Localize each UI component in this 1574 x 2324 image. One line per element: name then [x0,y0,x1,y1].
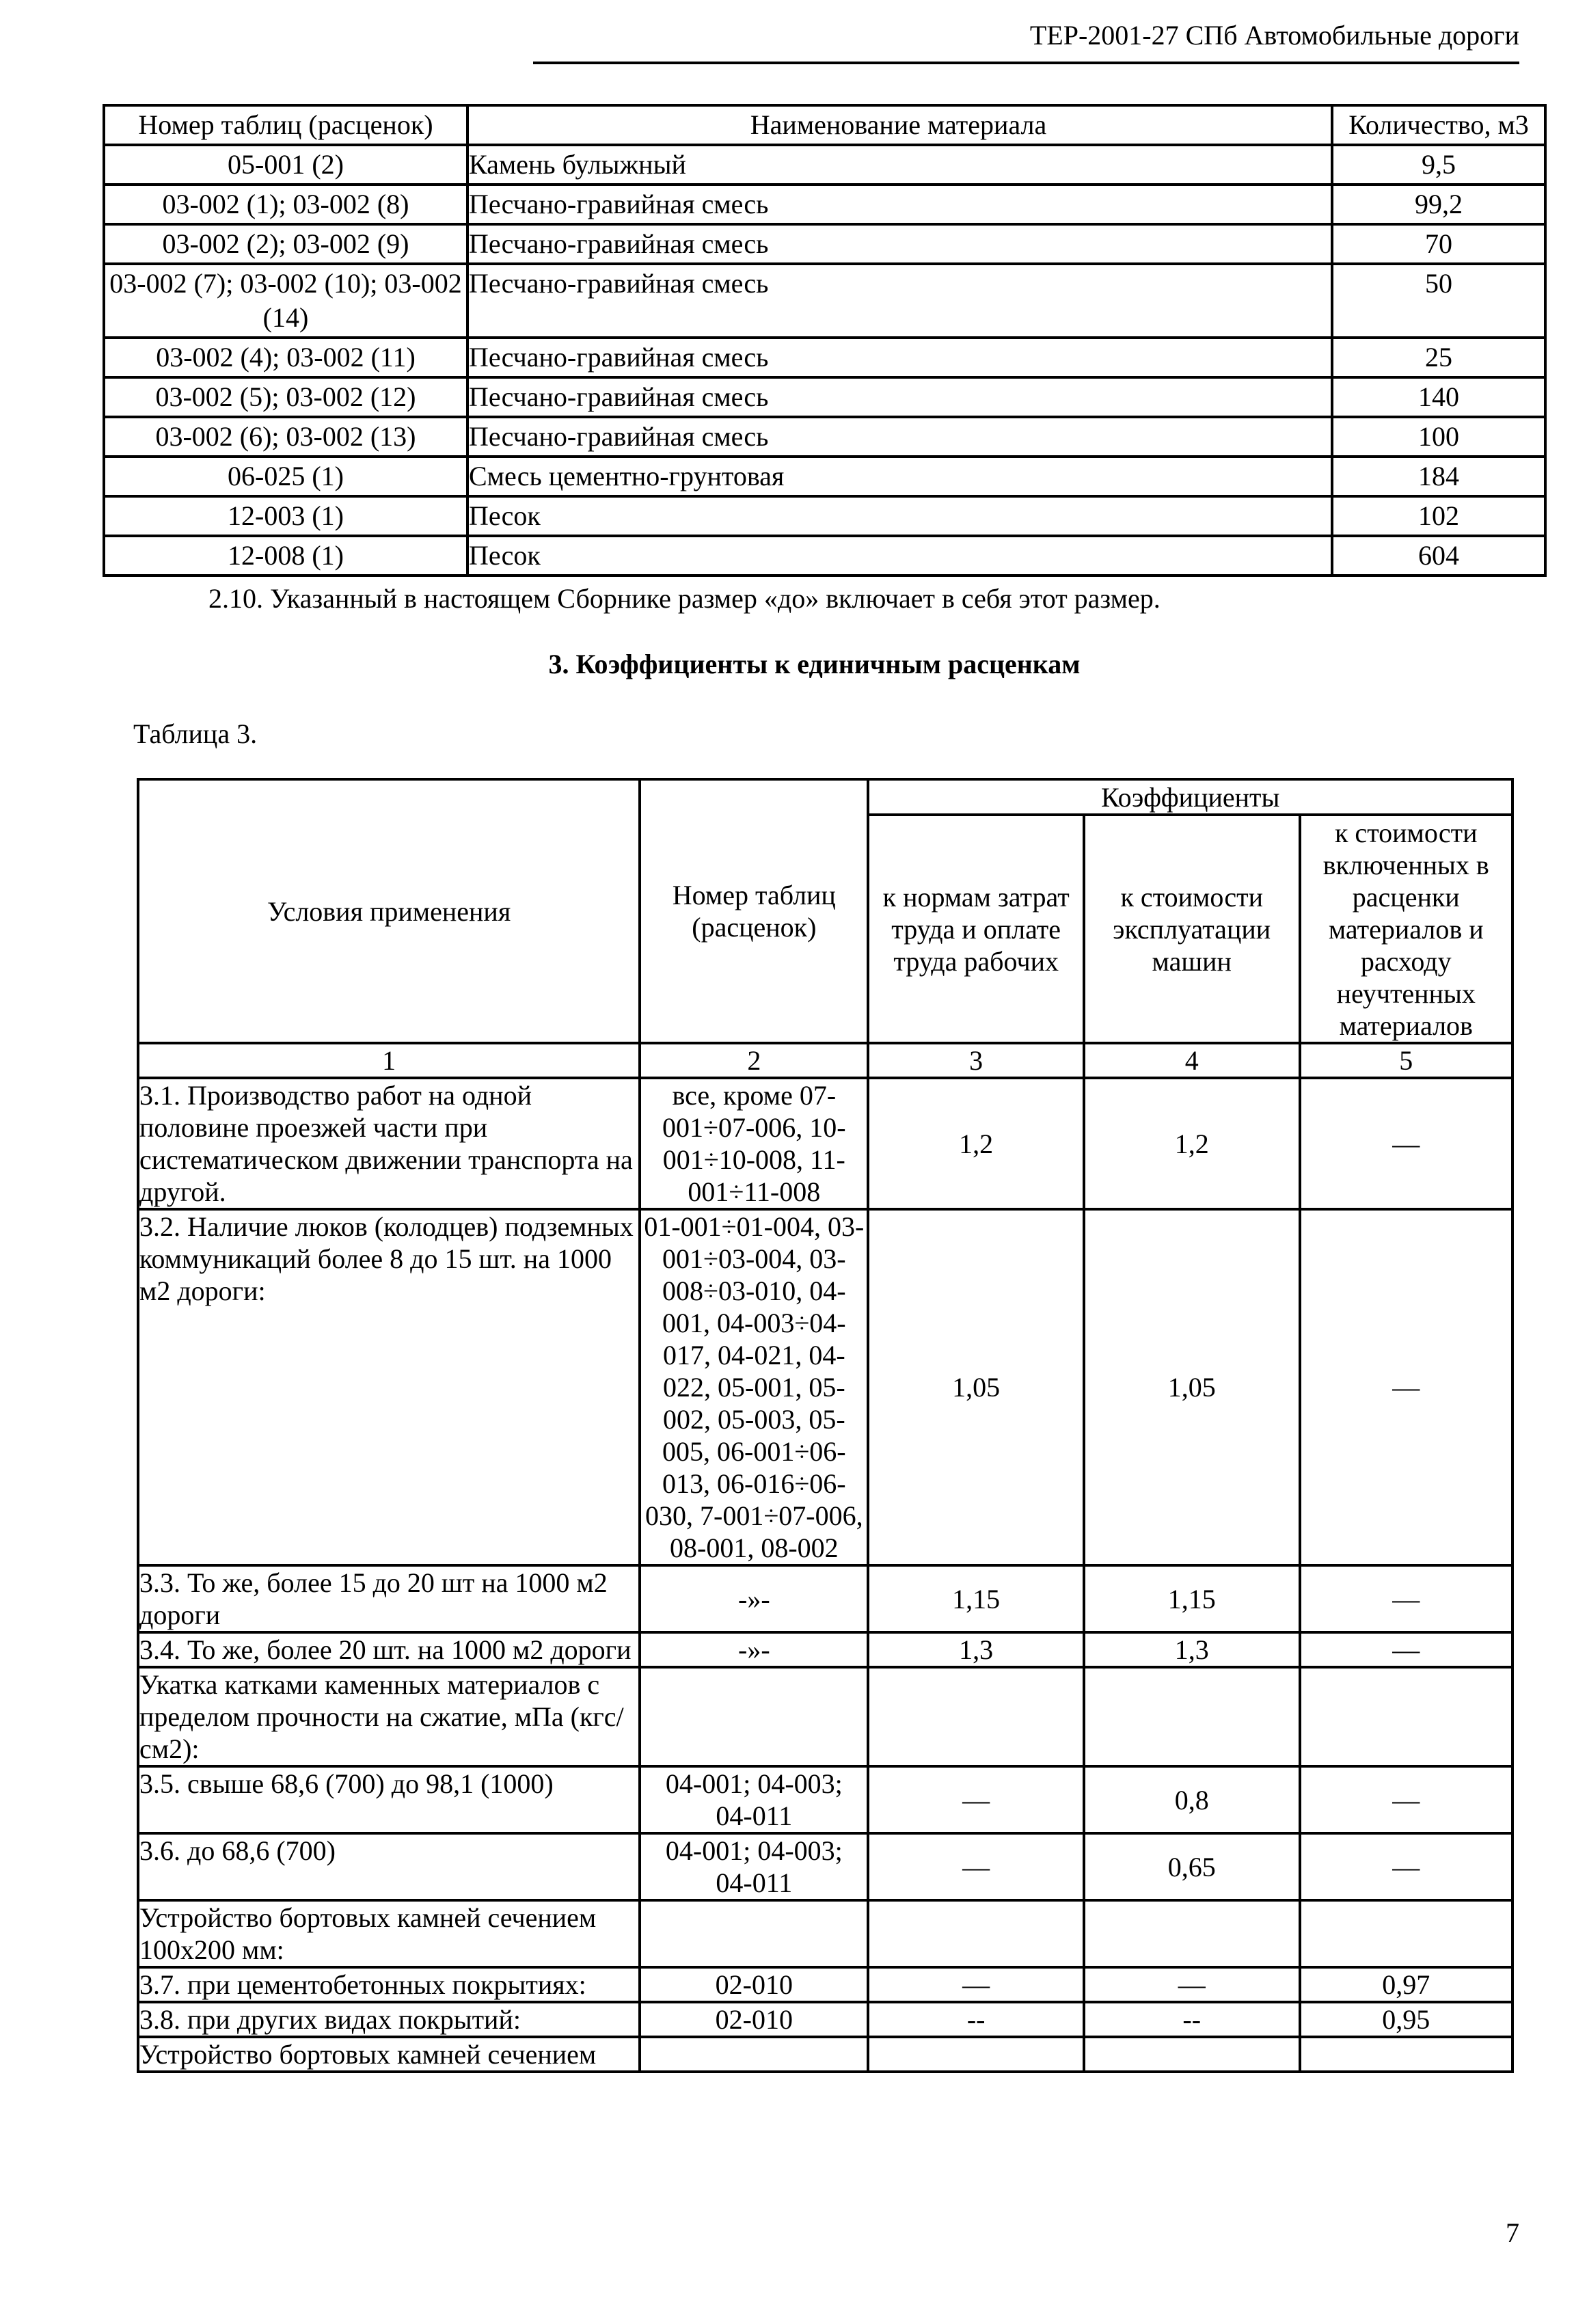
material-name-cell: Камень булыжный [467,145,1332,185]
coef-row [138,1209,1512,1565]
quantity-cell: 50 [1332,264,1545,338]
quantity-cell: 102 [1332,496,1545,536]
quantity-cell: 100 [1332,417,1545,457]
col-number-1: 1 [138,1043,640,1078]
materials-row [104,224,1545,264]
coef-row [138,1565,1512,1632]
table-number-cell: 03-002 (4); 03-002 (11) [104,338,467,377]
quantity-cell: 140 [1332,377,1545,417]
labor-coef-cell [868,1667,1084,1766]
quantity-cell: 184 [1332,457,1545,496]
material-name-cell: Песок [467,536,1332,576]
conditions-cell: 3.5. свыше 68,6 (700) до 98,1 (1000) [138,1766,640,1833]
note-2-10: 2.10. Указанный в настоящем Сборнике размер «до» включает в себя этот размер. [208,583,1161,614]
conditions-cell: 3.2. Наличие люков (колодцев) подземных коммуникаций более 8 до 15 шт. на 1000 м2 дороги: [138,1209,640,1565]
table-number-cell: 03-002 (5); 03-002 (12) [104,377,467,417]
coef-row [138,1632,1512,1667]
labor-coef-cell: 1,2 [868,1078,1084,1209]
table-number-cell: 03-002 (1); 03-002 (8) [104,185,467,224]
coef-row [138,1766,1512,1833]
table-numbers-cell: 02-010 [640,1967,868,2002]
table-number-cell: 03-002 (6); 03-002 (13) [104,417,467,457]
table-number-cell: 03-002 (2); 03-002 (9) [104,224,467,264]
machines-coef-cell [1084,2037,1300,2072]
machines-coef-cell [1084,1667,1300,1766]
col-header-table-numbers: Номер таблиц (расценок) [640,779,868,1043]
materials-row [104,185,1545,224]
material-name-cell: Песчано-гравийная смесь [467,185,1332,224]
col-number-3: 3 [868,1043,1084,1078]
conditions-cell: 3.6. до 68,6 (700) [138,1833,640,1900]
col-header-materials: к стоимости включенных в расценки материалов и расходу неучтенных материалов [1300,815,1512,1043]
header-rule [533,62,1519,64]
materials-coef-cell: — [1300,1766,1512,1833]
coef-row [138,1967,1512,2002]
material-name-cell: Песчано-гравийная смесь [467,264,1332,338]
table-numbers-cell: -»- [640,1632,868,1667]
coef-row [138,2002,1512,2037]
machines-coef-cell: 0,65 [1084,1833,1300,1900]
conditions-cell: Укатка катками каменных материалов с пределом прочности на сжатие, мПа (кгс/см2): [138,1667,640,1766]
col-header-conditions: Условия применения [138,779,640,1043]
machines-coef-cell: 1,15 [1084,1565,1300,1632]
coef-row [138,1833,1512,1900]
table-numbers-cell [640,2037,868,2072]
materials-coef-cell: 0,97 [1300,1967,1512,2002]
materials-row [104,496,1545,536]
conditions-cell: 3.7. при цементобетонных покрытиях: [138,1967,640,2002]
materials-coef-cell [1300,1900,1512,1967]
col-header-machines: к стоимости эксплуатации машин [1084,815,1300,1043]
materials-coef-cell: — [1300,1833,1512,1900]
coef-row [138,2037,1512,2072]
conditions-cell: Устройство бортовых камней сечением 100x200 мм: [138,1900,640,1967]
materials-coef-cell [1300,1667,1512,1766]
machines-coef-cell: 1,2 [1084,1078,1300,1209]
conditions-cell: 3.3. То же, более 15 до 20 шт на 1000 м2 дороги [138,1565,640,1632]
table-numbers-cell: -»- [640,1565,868,1632]
materials-table [103,104,1547,577]
material-name-cell: Песок [467,496,1332,536]
table-numbers-cell: 01-001÷01-004, 03-001÷03-004, 03-008÷03-010, 04-001, 04-003÷04-017, 04-021, 04-022, 05-001, 05-002, 05-003, 05-005, 06-001÷06-013, 06-016÷06-030, 7-001÷07-006, 08-001, 08-002 [640,1209,868,1565]
machines-coef-cell [1084,1900,1300,1967]
conditions-cell: 3.8. при других видах покрытий: [138,2002,640,2037]
materials-row [104,338,1545,377]
materials-coef-cell: 0,95 [1300,2002,1512,2037]
table-numbers-cell [640,1900,868,1967]
labor-coef-cell: 1,15 [868,1565,1084,1632]
machines-coef-cell: — [1084,1967,1300,2002]
table-caption: Таблица 3. [133,718,258,749]
column-number-row [138,1043,1512,1078]
materials-coef-cell: — [1300,1078,1512,1209]
labor-coef-cell: 1,3 [868,1632,1084,1667]
quantity-cell: 604 [1332,536,1545,576]
table-number-cell: 05-001 (2) [104,145,467,185]
materials-row [104,457,1545,496]
material-name-cell: Песчано-гравийная смесь [467,338,1332,377]
table-numbers-cell: все, кроме 07-001÷07-006, 10-001÷10-008, 11-001÷11-008 [640,1078,868,1209]
table-number-cell: 12-003 (1) [104,496,467,536]
quantity-cell: 70 [1332,224,1545,264]
materials-row [104,417,1545,457]
col-number-5: 5 [1300,1043,1512,1078]
table-numbers-cell: 02-010 [640,2002,868,2037]
table-number-cell: 06-025 (1) [104,457,467,496]
col-header-table-number: Номер таблиц (расценок) [104,105,467,145]
table-numbers-cell [640,1667,868,1766]
quantity-cell: 9,5 [1332,145,1545,185]
labor-coef-cell [868,2037,1084,2072]
coef-row [138,1078,1512,1209]
col-number-4: 4 [1084,1043,1300,1078]
materials-coef-cell: — [1300,1632,1512,1667]
materials-coef-cell: — [1300,1209,1512,1565]
quantity-cell: 25 [1332,338,1545,377]
labor-coef-cell: 1,05 [868,1209,1084,1565]
conditions-cell: 3.1. Производство работ на одной половине проезжей части при систематическом движении транспорта на другой. [138,1078,640,1209]
coef-row [138,1667,1512,1766]
conditions-cell: Устройство бортовых камней сечением [138,2037,640,2072]
material-name-cell: Песчано-гравийная смесь [467,417,1332,457]
materials-coef-cell: — [1300,1565,1512,1632]
materials-header-row [104,105,1545,145]
labor-coef-cell: — [868,1967,1084,2002]
col-number-2: 2 [640,1043,868,1078]
materials-coef-cell [1300,2037,1512,2072]
material-name-cell: Песчано-гравийная смесь [467,224,1332,264]
col-header-quantity: Количество, м3 [1332,105,1545,145]
machines-coef-cell: 1,3 [1084,1632,1300,1667]
document-header-title: ТЕР-2001-27 СПб Автомобильные дороги [1029,20,1519,51]
coefficients-table [137,778,1514,2073]
coef-row [138,1900,1512,1967]
materials-row [104,264,1545,338]
materials-row [104,377,1545,417]
col-header-coefficients: Коэффициенты [868,779,1512,815]
machines-coef-cell: 0,8 [1084,1766,1300,1833]
material-name-cell: Песчано-гравийная смесь [467,377,1332,417]
table-number-cell: 12-008 (1) [104,536,467,576]
labor-coef-cell: -- [868,2002,1084,2037]
labor-coef-cell: — [868,1833,1084,1900]
materials-row [104,536,1545,576]
labor-coef-cell: — [868,1766,1084,1833]
machines-coef-cell: 1,05 [1084,1209,1300,1565]
materials-row [104,145,1545,185]
table-numbers-cell: 04-001; 04-003; 04-011 [640,1766,868,1833]
machines-coef-cell: -- [1084,2002,1300,2037]
table-numbers-cell: 04-001; 04-003; 04-011 [640,1833,868,1900]
section-title: 3. Коэффициенты к единичным расценкам [548,649,1081,679]
table-number-cell: 03-002 (7); 03-002 (10); 03-002 (14) [104,264,467,338]
conditions-cell: 3.4. То же, более 20 шт. на 1000 м2 дороги [138,1632,640,1667]
col-header-material-name: Наименование материала [467,105,1332,145]
material-name-cell: Смесь цементно-грунтовая [467,457,1332,496]
col-header-labor: к нормам затрат труда и оплате труда рабочих [868,815,1084,1043]
labor-coef-cell [868,1900,1084,1967]
page-number: 7 [1506,2217,1519,2248]
quantity-cell: 99,2 [1332,185,1545,224]
